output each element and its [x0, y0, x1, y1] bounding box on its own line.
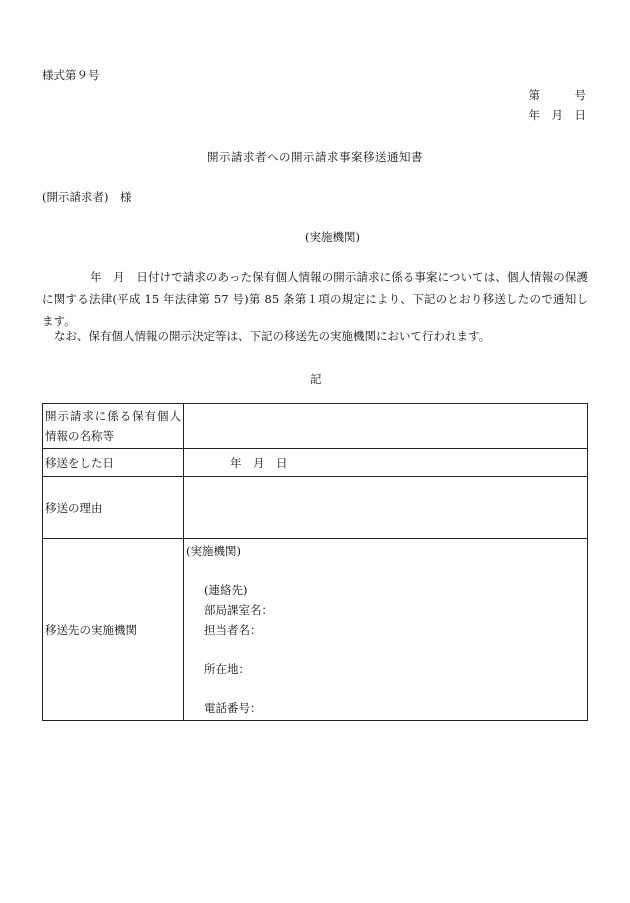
dest-phone: 電話番号：	[204, 701, 262, 715]
body-paragraph-1: 年 月 日付けで請求のあった保有個人情報の開示請求に係る事案については、個人情報の保護に関する法律(平成 15 年法律第 57 号)第 85 条第１項の規定により、下記のとおり移送したので通知します。	[42, 270, 588, 328]
document-title: 開示請求者への開示請求事案移送通知書	[207, 150, 423, 164]
personal-info-name-label: 開示請求に係る保有個人情報の名称等	[43, 404, 184, 449]
table-row	[43, 539, 588, 721]
document-number: 第 号	[528, 88, 586, 102]
dest-contact: (連絡先)	[204, 583, 248, 597]
transfer-date-text: 年 月 日	[230, 455, 288, 470]
destination-agency-label: 移送先の実施機関	[43, 539, 184, 721]
transfer-reason-value	[184, 477, 588, 539]
destination-agency-value	[184, 539, 588, 721]
ki-heading: 記	[310, 372, 322, 386]
document-date: 年 月 日	[528, 108, 586, 122]
recipient-line: (開示請求者) 様	[42, 190, 132, 204]
dest-person: 担当者名：	[204, 623, 262, 637]
dest-address: 所在地：	[204, 662, 250, 676]
table-row	[43, 477, 588, 539]
issuing-agency: (実施機関)	[305, 230, 360, 244]
table-row	[43, 404, 588, 449]
form-number: 様式第９号	[42, 68, 100, 82]
personal-info-name-value	[184, 404, 588, 449]
dest-department: 部局課室名：	[204, 603, 273, 617]
transfer-date-label: 移送をした日	[43, 449, 184, 477]
transfer-details-table	[42, 403, 588, 721]
transfer-reason-label: 移送の理由	[43, 477, 184, 539]
dest-agency: (実施機関)	[186, 544, 241, 558]
body-paragraph-2: なお、保有個人情報の開示決定等は、下記の移送先の実施機関において行われます。	[54, 329, 491, 343]
transfer-date-value	[184, 449, 588, 477]
table-row	[43, 449, 588, 477]
